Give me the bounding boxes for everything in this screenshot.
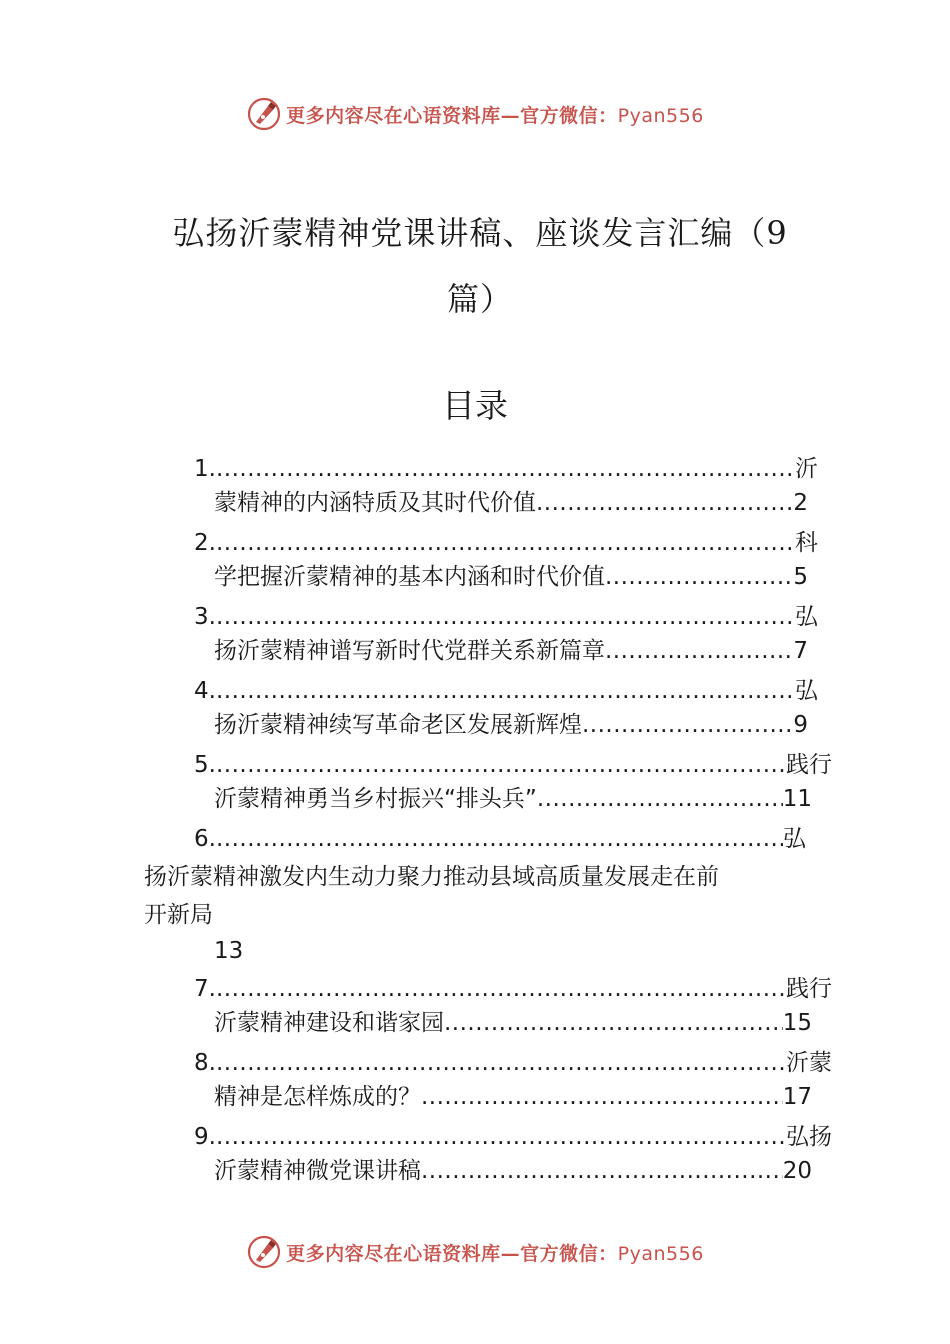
toc-entry-6-line-1[interactable] <box>194 822 806 856</box>
toc-entry-9-line-2[interactable] <box>214 1154 812 1188</box>
toc-entry-6-line-3[interactable]: 开新局 <box>144 902 213 928</box>
banner-label: 更多内容尽在心语资料库—官方微信： <box>286 1242 618 1265</box>
dot-leader <box>216 1046 786 1080</box>
toc-title-start: 践行 <box>786 976 832 1002</box>
pen-nib-logo-icon <box>246 96 282 132</box>
document-title <box>150 200 810 332</box>
toc-entry-8-line-1[interactable] <box>194 1046 832 1080</box>
toc-entry-4-line-1[interactable] <box>194 674 818 708</box>
toc-page-number: 11 <box>782 786 812 812</box>
toc-number: 4. <box>194 678 216 704</box>
toc-number: 5. <box>194 752 216 778</box>
toc-entry-3-line-2[interactable] <box>214 634 808 668</box>
toc-title-rest: 沂蒙精神微党课讲稿 <box>214 1158 421 1184</box>
toc-title-rest: 沂蒙精神勇当乡村振兴“排头兵” <box>214 786 537 812</box>
toc-entry-5-line-2[interactable] <box>214 782 812 816</box>
footer-banner <box>0 1232 950 1272</box>
toc-page-number: 17 <box>782 1084 812 1110</box>
dot-leader <box>421 1080 783 1114</box>
toc-page-number: 7 <box>793 638 808 664</box>
pen-nib-logo-icon <box>246 1234 282 1270</box>
dot-leader <box>216 674 795 708</box>
toc-page-number: 9 <box>793 712 808 738</box>
header-banner <box>0 94 950 134</box>
title-line-1: 弘扬沂蒙精神党课讲稿、座谈发言汇编（9 <box>172 214 788 252</box>
toc-title-start: 沂蒙 <box>786 1050 832 1076</box>
toc-title-rest: 学把握沂蒙精神的基本内涵和时代价值 <box>214 564 605 590</box>
toc-title-start: 沂 <box>795 456 818 482</box>
dot-leader <box>605 634 793 668</box>
dot-leader <box>216 1120 786 1154</box>
toc-entry-3-line-1[interactable] <box>194 600 818 634</box>
dot-leader <box>536 486 793 520</box>
toc-title-start: 弘 <box>783 826 806 852</box>
dot-leader <box>444 1006 783 1040</box>
toc-entry-1-line-2[interactable] <box>214 486 808 520</box>
toc-title-start: 弘扬 <box>786 1124 832 1150</box>
toc-number: 2. <box>194 530 216 556</box>
toc-number: 3. <box>194 604 216 630</box>
toc-entry-8-line-2[interactable] <box>214 1080 812 1114</box>
banner-wechat-id: Pyan556 <box>617 104 704 127</box>
dot-leader <box>605 560 793 594</box>
toc-number: 9. <box>194 1124 216 1150</box>
toc-entry-9-line-1[interactable] <box>194 1120 832 1154</box>
toc-page-number: 5 <box>793 564 808 590</box>
title-line-2: 篇） <box>446 280 513 318</box>
toc-title-start: 践行 <box>786 752 832 778</box>
banner-text <box>286 1239 704 1266</box>
toc-entry-2-line-2[interactable] <box>214 560 808 594</box>
toc-page-number: 20 <box>782 1158 812 1184</box>
toc-title-rest: 扬沂蒙精神谱写新时代党群关系新篇章 <box>214 638 605 664</box>
toc-entry-4-line-2[interactable] <box>214 708 808 742</box>
toc-number: 8. <box>194 1050 216 1076</box>
dot-leader <box>216 972 786 1006</box>
dot-leader <box>216 822 783 856</box>
dot-leader <box>216 452 795 486</box>
toc-title-rest: 沂蒙精神建设和谐家园 <box>214 1010 444 1036</box>
toc-entry-1-line-1[interactable] <box>194 452 818 486</box>
toc-entry-6-page-number[interactable]: 13 <box>214 938 244 964</box>
toc-number: 6. <box>194 826 216 852</box>
toc-title-rest: 精神是怎样炼成的？ <box>214 1084 421 1110</box>
banner-wechat-id: Pyan556 <box>617 1242 704 1265</box>
toc-page-number: 15 <box>782 1010 812 1036</box>
toc-number: 7. <box>194 976 216 1002</box>
toc-title-start: 弘 <box>795 678 818 704</box>
dot-leader <box>216 526 795 560</box>
banner-text <box>286 101 704 128</box>
toc-title-start: 弘 <box>795 604 818 630</box>
banner-label: 更多内容尽在心语资料库—官方微信： <box>286 104 618 127</box>
dot-leader <box>537 782 783 816</box>
toc-title-rest: 扬沂蒙精神续写革命老区发展新辉煌 <box>214 712 582 738</box>
toc-entry-7-line-1[interactable] <box>194 972 832 1006</box>
dot-leader <box>421 1154 783 1188</box>
toc-title-rest: 蒙精神的内涵特质及其时代价值 <box>214 490 536 516</box>
dot-leader <box>216 600 795 634</box>
dot-leader <box>582 708 793 742</box>
toc-title-start: 科 <box>795 530 818 556</box>
toc-number: 1. <box>194 456 216 482</box>
toc-entry-5-line-1[interactable] <box>194 748 832 782</box>
dot-leader <box>216 748 786 782</box>
toc-entry-7-line-2[interactable] <box>214 1006 812 1040</box>
toc-entry-6-line-2[interactable]: 扬沂蒙精神激发内生动力聚力推动县域高质量发展走在前 <box>144 864 719 890</box>
toc-page-number: 2 <box>793 490 808 516</box>
toc-entry-2-line-1[interactable] <box>194 526 818 560</box>
toc-heading: 目录 <box>442 386 508 425</box>
